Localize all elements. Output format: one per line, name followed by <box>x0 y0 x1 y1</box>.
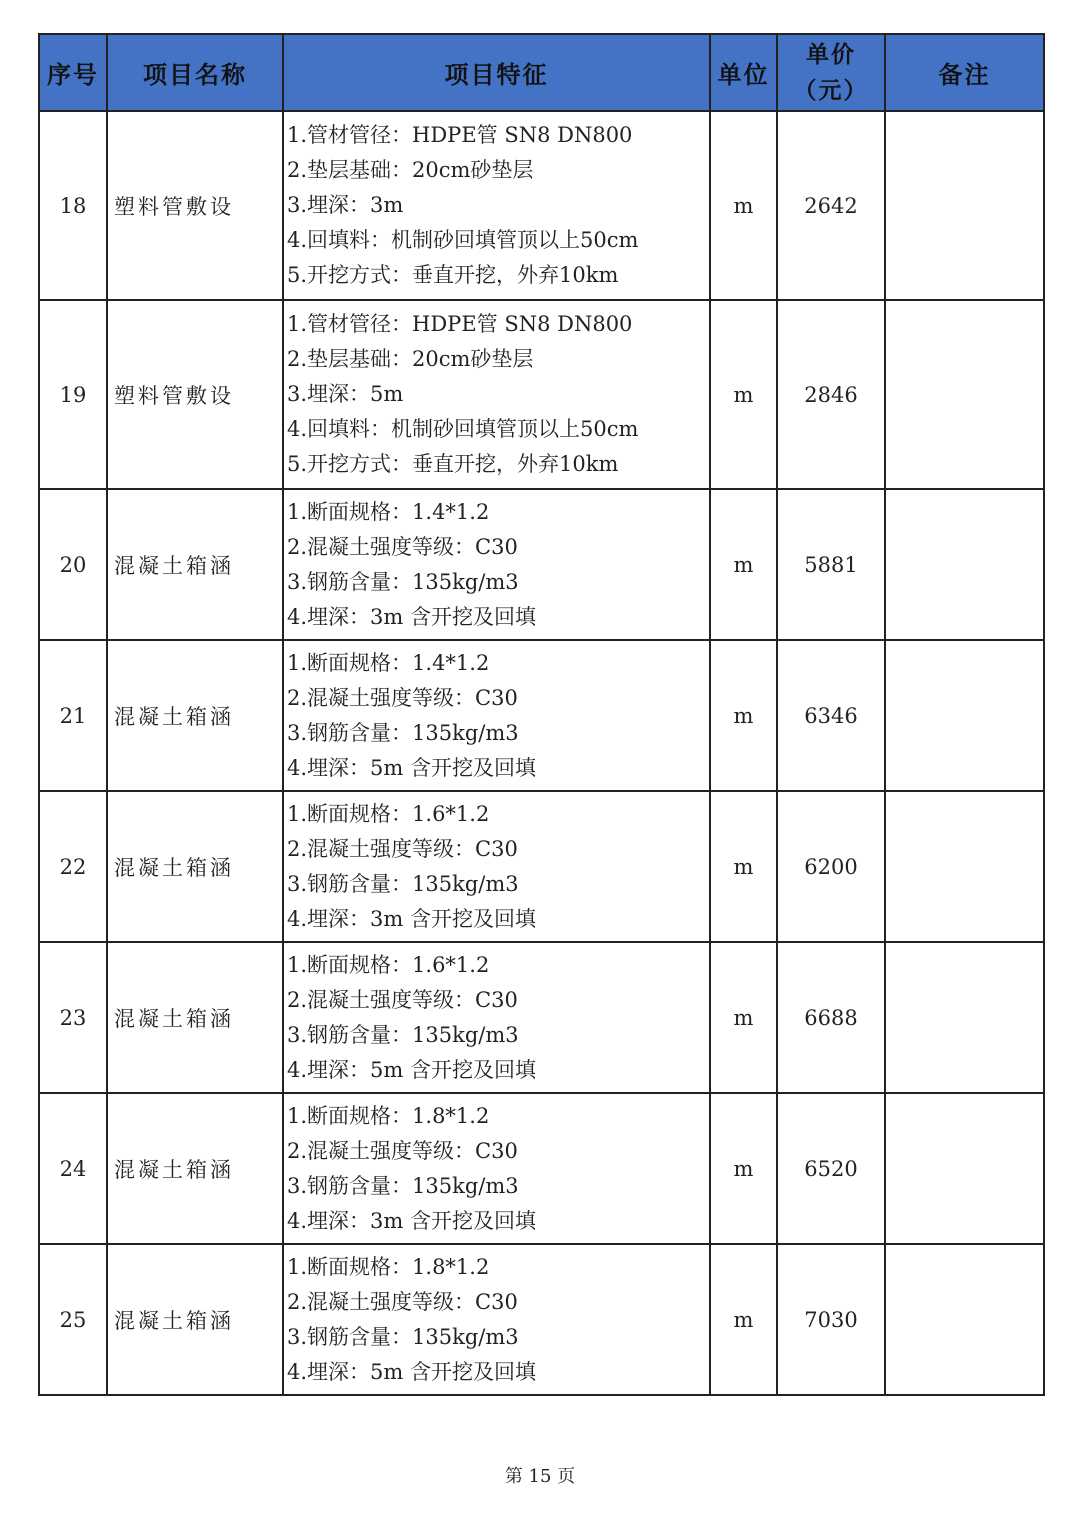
row-price: 5881 <box>777 489 885 640</box>
feature-line: 4.回填料：机制砂回填管顶以上50cm <box>287 228 639 252</box>
row-price: 6688 <box>777 942 885 1093</box>
row-features <box>283 1093 710 1244</box>
row-name: 混凝土箱涵 <box>107 1093 283 1244</box>
row-features <box>283 1244 710 1395</box>
row-name: 塑料管敷设 <box>107 111 283 300</box>
feature-line: 2.垫层基础：20cm砂垫层 <box>287 158 534 182</box>
feature-line: 3.钢筋含量：135kg/m3 <box>287 1324 519 1349</box>
row-remark <box>885 489 1044 640</box>
row-remark <box>885 942 1044 1093</box>
header-remark: 备注 <box>885 34 1044 111</box>
feature-line: 4.埋深：5m 含开挖及回填 <box>287 755 536 780</box>
row-features <box>283 300 710 489</box>
bill-of-quantities-table <box>38 33 1045 1396</box>
row-unit: m <box>710 111 777 300</box>
row-price: 2846 <box>777 300 885 489</box>
row-name: 混凝土箱涵 <box>107 489 283 640</box>
table-row <box>39 111 1044 300</box>
row-unit: m <box>710 489 777 640</box>
row-remark <box>885 791 1044 942</box>
feature-line: 4.埋深：3m 含开挖及回填 <box>287 604 536 629</box>
row-no: 19 <box>39 300 107 489</box>
row-unit: m <box>710 640 777 791</box>
row-name: 塑料管敷设 <box>107 300 283 489</box>
row-price: 6520 <box>777 1093 885 1244</box>
row-no: 18 <box>39 111 107 300</box>
feature-line: 1.断面规格：1.6*1.2 <box>287 801 490 826</box>
row-remark <box>885 300 1044 489</box>
feature-line: 3.钢筋含量：135kg/m3 <box>287 1022 519 1047</box>
feature-line: 4.埋深：5m 含开挖及回填 <box>287 1359 536 1384</box>
table-row <box>39 1093 1044 1244</box>
feature-line: 1.断面规格：1.4*1.2 <box>287 499 490 524</box>
feature-line: 5.开挖方式：垂直开挖，外弃10km <box>287 263 619 287</box>
feature-line: 1.管材管径：HDPE管 SN8 DN800 <box>287 123 633 147</box>
feature-line: 3.埋深：5m <box>287 382 404 406</box>
row-price: 2642 <box>777 111 885 300</box>
feature-line: 1.断面规格：1.4*1.2 <box>287 650 490 675</box>
row-name: 混凝土箱涵 <box>107 1244 283 1395</box>
feature-line: 3.钢筋含量：135kg/m3 <box>287 569 519 594</box>
header-unit: 单位 <box>710 34 777 111</box>
feature-line: 5.开挖方式：垂直开挖，外弃10km <box>287 452 619 476</box>
header-price-line2: （元） <box>793 77 869 104</box>
table-row <box>39 640 1044 791</box>
feature-line: 2.垫层基础：20cm砂垫层 <box>287 347 534 371</box>
feature-line: 3.钢筋含量：135kg/m3 <box>287 1173 519 1198</box>
feature-line: 1.断面规格：1.6*1.2 <box>287 952 490 977</box>
feature-line: 2.混凝土强度等级：C30 <box>287 836 518 861</box>
header-price-line1: 单价 <box>806 41 856 68</box>
feature-line: 3.钢筋含量：135kg/m3 <box>287 871 519 896</box>
feature-line: 3.钢筋含量：135kg/m3 <box>287 720 519 745</box>
table-header-row <box>39 34 1044 111</box>
feature-line: 3.埋深：3m <box>287 193 404 217</box>
row-features <box>283 942 710 1093</box>
feature-line: 4.埋深：5m 含开挖及回填 <box>287 1057 536 1082</box>
row-name: 混凝土箱涵 <box>107 640 283 791</box>
row-features <box>283 489 710 640</box>
row-remark <box>885 111 1044 300</box>
feature-line: 4.埋深：3m 含开挖及回填 <box>287 1208 536 1233</box>
feature-line: 2.混凝土强度等级：C30 <box>287 987 518 1012</box>
feature-line: 1.断面规格：1.8*1.2 <box>287 1103 490 1128</box>
row-unit: m <box>710 300 777 489</box>
table-row <box>39 791 1044 942</box>
row-unit: m <box>710 942 777 1093</box>
row-remark <box>885 640 1044 791</box>
row-no: 25 <box>39 1244 107 1395</box>
feature-line: 1.管材管径：HDPE管 SN8 DN800 <box>287 312 633 336</box>
row-no: 20 <box>39 489 107 640</box>
feature-line: 2.混凝土强度等级：C30 <box>287 534 518 559</box>
row-price: 7030 <box>777 1244 885 1395</box>
row-unit: m <box>710 1093 777 1244</box>
row-remark <box>885 1244 1044 1395</box>
header-feature: 项目特征 <box>283 34 710 111</box>
page-number: 第 15 页 <box>504 1466 576 1487</box>
header-name: 项目名称 <box>107 34 283 111</box>
feature-line: 2.混凝土强度等级：C30 <box>287 1138 518 1163</box>
feature-line: 2.混凝土强度等级：C30 <box>287 1289 518 1314</box>
table-row <box>39 489 1044 640</box>
row-no: 23 <box>39 942 107 1093</box>
row-price: 6200 <box>777 791 885 942</box>
row-features <box>283 111 710 300</box>
feature-line: 2.混凝土强度等级：C30 <box>287 685 518 710</box>
row-name: 混凝土箱涵 <box>107 791 283 942</box>
row-no: 24 <box>39 1093 107 1244</box>
row-features <box>283 640 710 791</box>
header-price <box>777 34 885 111</box>
table-row <box>39 942 1044 1093</box>
row-unit: m <box>710 791 777 942</box>
row-no: 21 <box>39 640 107 791</box>
row-no: 22 <box>39 791 107 942</box>
feature-line: 1.断面规格：1.8*1.2 <box>287 1254 490 1279</box>
table-row <box>39 1244 1044 1395</box>
row-remark <box>885 1093 1044 1244</box>
feature-line: 4.埋深：3m 含开挖及回填 <box>287 906 536 931</box>
row-price: 6346 <box>777 640 885 791</box>
header-no: 序号 <box>39 34 107 111</box>
table-row <box>39 300 1044 489</box>
row-unit: m <box>710 1244 777 1395</box>
feature-line: 4.回填料：机制砂回填管顶以上50cm <box>287 417 639 441</box>
row-features <box>283 791 710 942</box>
row-name: 混凝土箱涵 <box>107 942 283 1093</box>
